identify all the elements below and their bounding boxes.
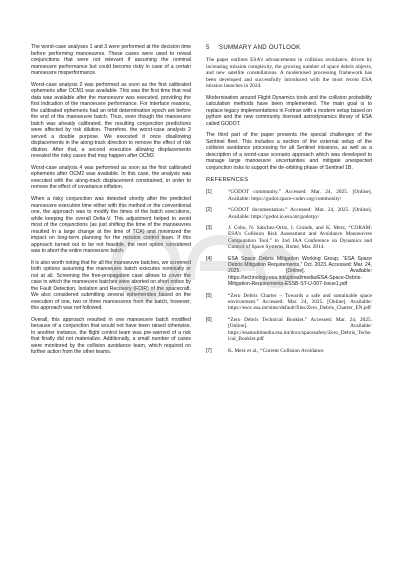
paragraph-risky-conjunction: When a risky conjunction was detected shortly after the predicted manoeuvre execution time either with this method or the conventional one, the approach was to modify the times of the batch executions, while keeping the overall Delta-V. This adjustment helped to avoid most of the conjunctions (as just shifting the time of the manoeuvres resulted in a large change at the time of TCA) and minimized the impact on long-term planning for the mission control team. If this approach turned out to be not feasible, the next option considered was to abort the entire manoeuvre batch. [31, 196, 191, 255]
reference-number: [3] [206, 225, 212, 231]
reference-text: K. Merz et al., “Current Collision Avoidance [228, 347, 324, 354]
reference-item [206, 225, 372, 251]
reference-number: [4] [206, 255, 212, 262]
paragraph-worst-case-2: Worst-case analysis 2 was performed as soon as the first calibrated ephemeris after OCM1 was available. This was the first time that real data was available after the manoeuvre was executed, providing the first indication of the manoeuvre performance. For interface reasons, the calibrated ephemeris had an orbit determination epoch set before the end of the manoeuvre batch. Thus, even though the manoeuvre batch was already calibrated, the resulting conjunction predictions were affected by risk dilution. Therefore, the worst-case analysis 2 served a double purpose. We executed it once disallowing displacements in the along-track direction to remove the effect of risk dilution. After that, a second execution allowing displacements revealed the risky cases that may happen after OCM2. [31, 81, 191, 160]
reference-number: [1] [206, 189, 212, 196]
reference-item [206, 207, 372, 220]
section-number: 5 [206, 44, 210, 51]
reference-text: J. Cobo, N. Sánchez-Ortiz, I. Grande, and K. Merz, “CORAM: ESA’s Collision Risk Assessment and Avoidance Manoeuvres Computation Tool,” in 2nd IAA Conference on Dynamics and Control of Space Systems, Rome, Mar. 2014. [228, 225, 372, 251]
paragraph-overall: Overall, this approach resulted in one manoeuvre batch modified because of a conjunction that would not have been raised otherwise. In another instance, the flight control team was pre-warned of a risk that finally did not materialize. Additionally, a small number of cases were monitored by the collision avoidance team, which required no further action from the other teams. [31, 316, 191, 356]
reference-text: “Zero Debris Charter – Towards a safe and sustainable space environment.” Accessed: Mar. 24, 2025. [Online]. Available: https://esoc.esa.int/sites/default/files/Zero_Debris_Charter_EN.pdf [228, 292, 372, 312]
reference-number: [2] [206, 207, 212, 214]
reference-text: ESA Space Debris Mitigation Working Group, “ESA Space Debris Mitigation Requirements,” Oct. 2023. Accessed: Mar. 24, 2025. [Online]. Available: https://technology.esa.int/upload/media/ESA-Space-Debris-Mitigation-Requirements-ESSB-ST-U-007-Issue1.pdf [228, 255, 372, 288]
right-column [206, 44, 372, 359]
reference-item [206, 293, 372, 312]
reference-text: “GODOT community.” Accessed: Mar. 24, 2025. [Online]. Available: https://godot.space-codev.org/community/ [228, 189, 372, 202]
section-title: SUMMARY AND OUTLOOK [219, 44, 301, 51]
summary-paragraph-2: Modernisation around Flight Dynamics tools and the collision probability calculation methods have been implemented. The main goal is to replace legacy implementations in Fortran with a modern setup based on python and the new community licensed astrodynamics library of ESA called GODOT. [206, 94, 372, 127]
summary-paragraph-1: The paper outlines ESA’s advancements in collision avoidance, driven by increasing mission complexity, the growing number of space debris objects, and new satellite constellations. A modernised processing framework has been developed and successfully introduced with the most recent ESA mission launches in 2024. [206, 57, 372, 89]
reference-text: “Zero Debris Technical Booklet.” Accessed: Mar. 24, 2025. [Online]. Available: https://esamultimedia.esa.int/docs/spacesafety/Zero_Debris_Technical_Booklet.pdf [228, 316, 372, 343]
reference-number: [6] [206, 316, 212, 323]
reference-item [206, 348, 372, 354]
references-heading: REFERENCES [206, 177, 249, 184]
paragraph-screening: It is also worth noting that for all the manoeuvre batches, we screened both options assuming the manoeuvre batch executes nominally or not at all. Screening the free-propagation case allows to cover the case in which the manoeuvre batches were aborted on short notice by the Fault Detection, Isolation and Recovery (FDIR) of the spacecraft. We also considered submitting several ephemerides based on the execution of one, two or three manoeuvres from the batch, however, this approach was not followed. [31, 259, 191, 312]
left-column [31, 44, 191, 361]
reference-text: “GODOT documentation.” Accessed: Mar. 24, 2025. [Online]. Available: https://godot.io.esa.int/godotpy/ [228, 207, 372, 220]
section-heading [206, 44, 372, 51]
reference-number: [7] [206, 347, 212, 354]
paragraph-worst-case-1-3: The worst-case analyses 1 and 3 were performed at the decision time before performing manoeuvres. These cases were used to reveal conjunctions that were not relevant if assuming the nominal manoeuvre performance but could become risky in case of a certain manoeuvre misperformance. [31, 44, 191, 76]
reference-item [206, 256, 372, 288]
summary-paragraph-3: The third part of the paper presents the special challenges of the Sentinel fleet. This includes a section of the external setup of the collision avoidance processing for all Sentinel missions, as well as a description of a worst-case scenario approach which was developed to manage large manoeuvre uncertainties and mitigate unexpected conjunction risks to support the de-orbiting phase of Sentinel 1B. [206, 132, 372, 171]
paragraph-worst-case-4: Worst-case analysis 4 was performed as soon as the first calibrated ephemeris after OCM2 was available. In this case, the analysis was executed with the along-track displacement constrained, in order to remove the effect of covariance inflation. [31, 164, 191, 191]
reference-item [206, 317, 372, 343]
reference-item [206, 189, 372, 202]
reference-number: [5] [206, 292, 212, 299]
